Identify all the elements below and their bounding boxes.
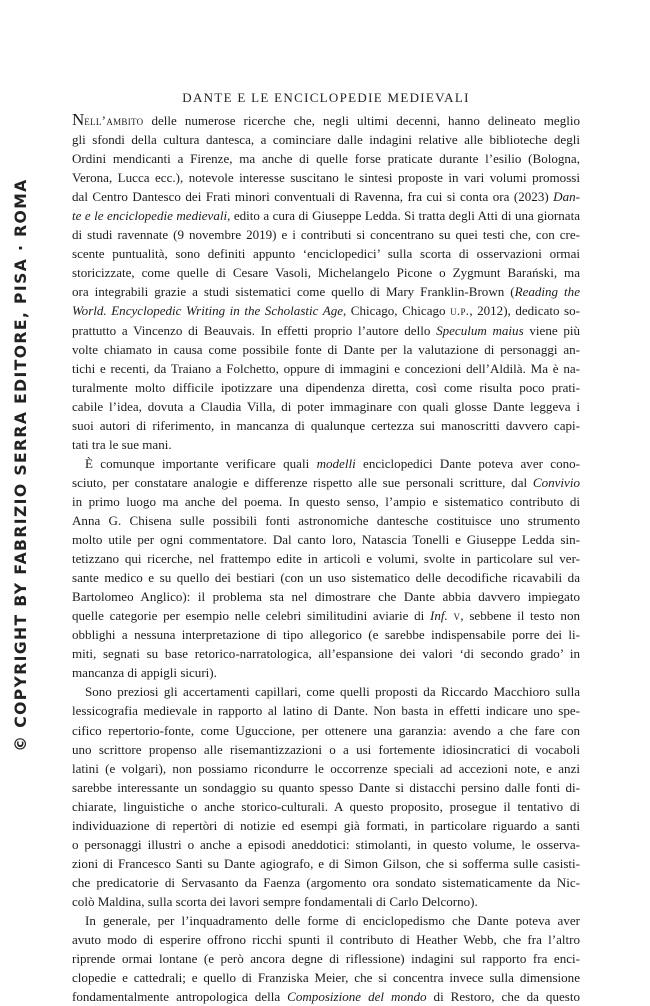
text-line: [72, 759, 580, 778]
text-run: prattutto a Vincenzo di Beauvais. In effetti proprio l’autore dello: [72, 322, 437, 338]
text-run: uno scrittore propenso alle risemantizzazioni o a usi fortemente idiosincratici di vocaboli: [72, 741, 580, 757]
copyright-notice: © COPYRIGHT BY FABRIZIO SERRA EDITORE, PISA · ROMA: [12, 178, 30, 752]
text-line: [72, 110, 580, 130]
text-line: [72, 454, 580, 473]
text-run: o personaggi illustri o anche a episodi aneddotici: stimolanti, in questo volume, le osserva-: [72, 836, 580, 852]
text-run: sarebbe interessante un sondaggio su quanto spesso Dante si distacchi persino dalle fonti di-: [72, 779, 580, 795]
text-run: clopedie e cattedrali; e quello di Franziska Meier, che si concentra invece sulla dimensione: [72, 970, 580, 986]
text-line: [72, 282, 580, 301]
text-run: quelle categorie per esempio nelle celebri similitudini aviarie di: [72, 608, 431, 624]
text-run: lessicografia medievale in rapporto al latino di Dante. Non basta in effetti indicare uno spe-: [72, 703, 580, 719]
text-line: [72, 378, 580, 397]
text-run: storicizzate, come quelle di Cesare Vasoli, Michelangelo Picone o Zygmunt Barański, ma: [72, 265, 580, 281]
text-run: riprende ormai lontane (e però ancora degne di riflessione) indagini sul rapporto fra enci-: [72, 951, 580, 967]
text-line: [72, 359, 580, 378]
text-line: [72, 244, 580, 263]
small-caps-text: u.p.: [450, 303, 470, 319]
text-run: mancanza di appigli sicuri).: [72, 665, 217, 681]
text-line: [72, 682, 580, 701]
running-head: DANTE E LE ENCICLOPEDIE MEDIEVALI: [182, 90, 470, 105]
italic-text: World. Encyclopedic Writing in the Scholastic Age: [72, 303, 344, 319]
text-run: dal Centro Dantesco dei Frati minori conventuali di Ravenna, fra cui si conta ora (2023): [72, 189, 554, 205]
text-run: obblighi a nessuna interpretazione di tipo allegorico (e sarebbe indispensabile porre dei li-: [72, 627, 580, 643]
italic-text: Dan-: [553, 189, 580, 205]
text-run: , 2012), dedicato so-: [469, 303, 580, 319]
text-line: [72, 549, 580, 568]
text-line: [72, 968, 580, 987]
text-run: volte chiamato in causa come possibile fonte di Dante per la valutazione di personaggi an-: [72, 341, 580, 357]
text-run: tati tra le sue mani.: [72, 436, 172, 452]
italic-text: Inf.: [430, 608, 448, 624]
text-run: avuto modo di esperire offrono ricchi spunti il contributo di Heather Webb, che fra l’altro: [72, 932, 580, 948]
text-run: fondamentalmente antropologica della: [72, 989, 288, 1005]
italic-text: Convivio: [532, 474, 580, 490]
text-line: [72, 644, 580, 663]
text-run: di studi ravennate (9 novembre 2019) e i contributi si concentrano su quei testi che, con cre-: [72, 227, 580, 243]
text-run: zioni di Francesco Santi su Dante agiografo, e di Simon Gilson, che si sofferma sulle casisti-: [72, 855, 580, 871]
text-line: [72, 701, 580, 720]
text-run: , sebbene il testo non: [460, 608, 580, 624]
text-run: cabile l’idea, dovuta a Claudia Villa, di poter immaginare con quali glosse Dante leggeva i: [72, 398, 580, 414]
text-line: [72, 149, 580, 168]
text-run: ora integrabili grazie a studi sistematici come quello di Mary Franklin-Brown (: [72, 284, 515, 300]
text-line: [72, 797, 580, 816]
text-run: colò Maldina, sulla scorta dei lavori sempre fondamentali di Carlo Delcorno).: [72, 893, 478, 909]
text-line: [72, 263, 580, 282]
text-run: tichi e recenti, da Traiano a Folchetto, oppure di immagini e concezioni dell’Aldilà. Ma è na-: [72, 360, 580, 376]
text-run: in primo luogo ma anche del poema. In questo senso, l’ampio e sistematico contributo di: [72, 493, 580, 509]
text-line: [72, 816, 580, 835]
italic-text: Composizione del mondo: [287, 989, 427, 1005]
text-line: [72, 949, 580, 968]
text-run: molto utile per ogni commentatore. Dal canto loro, Natascia Tonelli e Giuseppe Ledda sin-: [72, 532, 580, 548]
text-run: Sono preziosi gli accertamenti capillari, come quelli proposti da Riccardo Macchioro sulla: [85, 684, 580, 700]
text-run: turalmente molto difficile ipotizzare una dipendenza diretta, così come risulta poco prati-: [72, 379, 580, 395]
text-line: [72, 130, 580, 149]
text-run: enciclopedici Dante poteva aver cono-: [355, 455, 580, 471]
text-run: , edito a cura di Giuseppe Ledda. Si tratta degli Atti di una giornata: [227, 208, 580, 224]
text-run: In generale, per l’inquadramento delle forme di enciclopedismo che Dante poteva aver: [85, 912, 580, 928]
text-line: [72, 987, 580, 1006]
text-line: [72, 606, 580, 625]
text-run: È comunque importante verificare quali: [85, 455, 317, 471]
text-line: [72, 301, 580, 320]
text-run: sante medico e su quello dei bestiari (con un uso sistematico delle decodifiche ricavabili da: [72, 570, 580, 586]
text-line: [72, 835, 580, 854]
text-run: sciuto, per constatare analogie e differenze rispetto alle sue personali scritture, dal: [72, 474, 533, 490]
italic-text: te e le enciclopedie medievali: [72, 208, 228, 224]
text-run: , Chicago, Chicago: [343, 303, 451, 319]
text-run: di Restoro, che da questo: [426, 989, 580, 1005]
text-line: [72, 892, 580, 911]
text-line: [72, 187, 580, 206]
text-line: [72, 740, 580, 759]
text-line: [72, 511, 580, 530]
text-run: Ordini mendicanti a Firenze, ma anche di quelle forse praticate durante l’esilio (Bologna,: [72, 151, 580, 167]
text-line: [72, 778, 580, 797]
text-run: Verona, Lucca ecc.), notevole interesse suscitano le sintesi proposte in vari volumi promossi: [72, 170, 580, 186]
text-run: viene più: [523, 322, 581, 338]
text-line: [72, 911, 580, 930]
text-line: [72, 435, 580, 454]
text-line: [72, 473, 580, 492]
text-run: chiarate, linguistiche o anche storico-culturali. A questo proposito, prosegue il tentativo di: [72, 798, 580, 814]
text-run: gli sfondi della cultura dantesca, a cominciare dalle indagini relative alle biblioteche degli: [72, 132, 580, 148]
text-line: [72, 663, 580, 682]
text-run: individuazione di repertòri di notizie ed esempi già formati, in particolare riguardo a santi: [72, 817, 580, 833]
italic-text: modelli: [316, 455, 356, 471]
text-run: latini (e volgari), non possiamo ricondurre le occorrenze speciali ad accezioni note, e anzi: [72, 760, 580, 776]
text-line: [72, 625, 580, 644]
text-line: [72, 340, 580, 359]
body-text: [72, 110, 580, 1006]
text-run: delle numerose ricerche che, negli ultimi decenni, hanno delineato meglio: [143, 113, 580, 128]
text-line: [72, 397, 580, 416]
text-line: [72, 854, 580, 873]
text-line: [72, 930, 580, 949]
small-caps-text: v: [453, 608, 461, 624]
text-run: miti, segnati su base retorico-narratologica, all’espansione dei valori ‘di secondo grado’ in: [72, 646, 580, 662]
small-caps-text: ell’ambito: [84, 113, 144, 128]
text-line: [72, 721, 580, 740]
text-run: che predicatorie di Servasanto da Faenza (argomento ora sondato sistematicamente da Nic-: [72, 874, 580, 890]
text-run: Bartolomeo Anglico): il problema sta nel dimostrare che Dante abbia davvero impiegato: [72, 589, 580, 605]
text-line: [72, 206, 580, 225]
text-line: [72, 492, 580, 511]
text-line: [72, 225, 580, 244]
text-run: scente puntualità, sono definiti appunto ‘enciclopedici’ sulla scorta di osservazioni ormai: [72, 246, 580, 262]
text-run: tetizzano qui ricerche, nel frattempo edite in articoli e volumi, svolte in particolare sul ver-: [72, 551, 580, 567]
initial-capital: N: [72, 110, 85, 129]
text-line: [72, 568, 580, 587]
text-line: [72, 873, 580, 892]
text-line: [72, 587, 580, 606]
text-line: [72, 168, 580, 187]
text-run: cifico repertorio-fonte, come Uguccione, per ottenere una garanzia: avendo a che fare con: [72, 722, 580, 738]
text-run: suoi autori di riferimento, in mancanza di qualunque certezza sui manoscritti davvero capi-: [72, 417, 580, 433]
italic-text: Reading the: [514, 284, 580, 300]
text-line: [72, 530, 580, 549]
text-line: [72, 321, 580, 340]
text-run: Anna G. Chisena sulle possibili fonti astronomiche dantesche costituisce uno strumento: [72, 512, 580, 528]
italic-text: Speculum maius: [436, 322, 524, 338]
text-line: [72, 416, 580, 435]
